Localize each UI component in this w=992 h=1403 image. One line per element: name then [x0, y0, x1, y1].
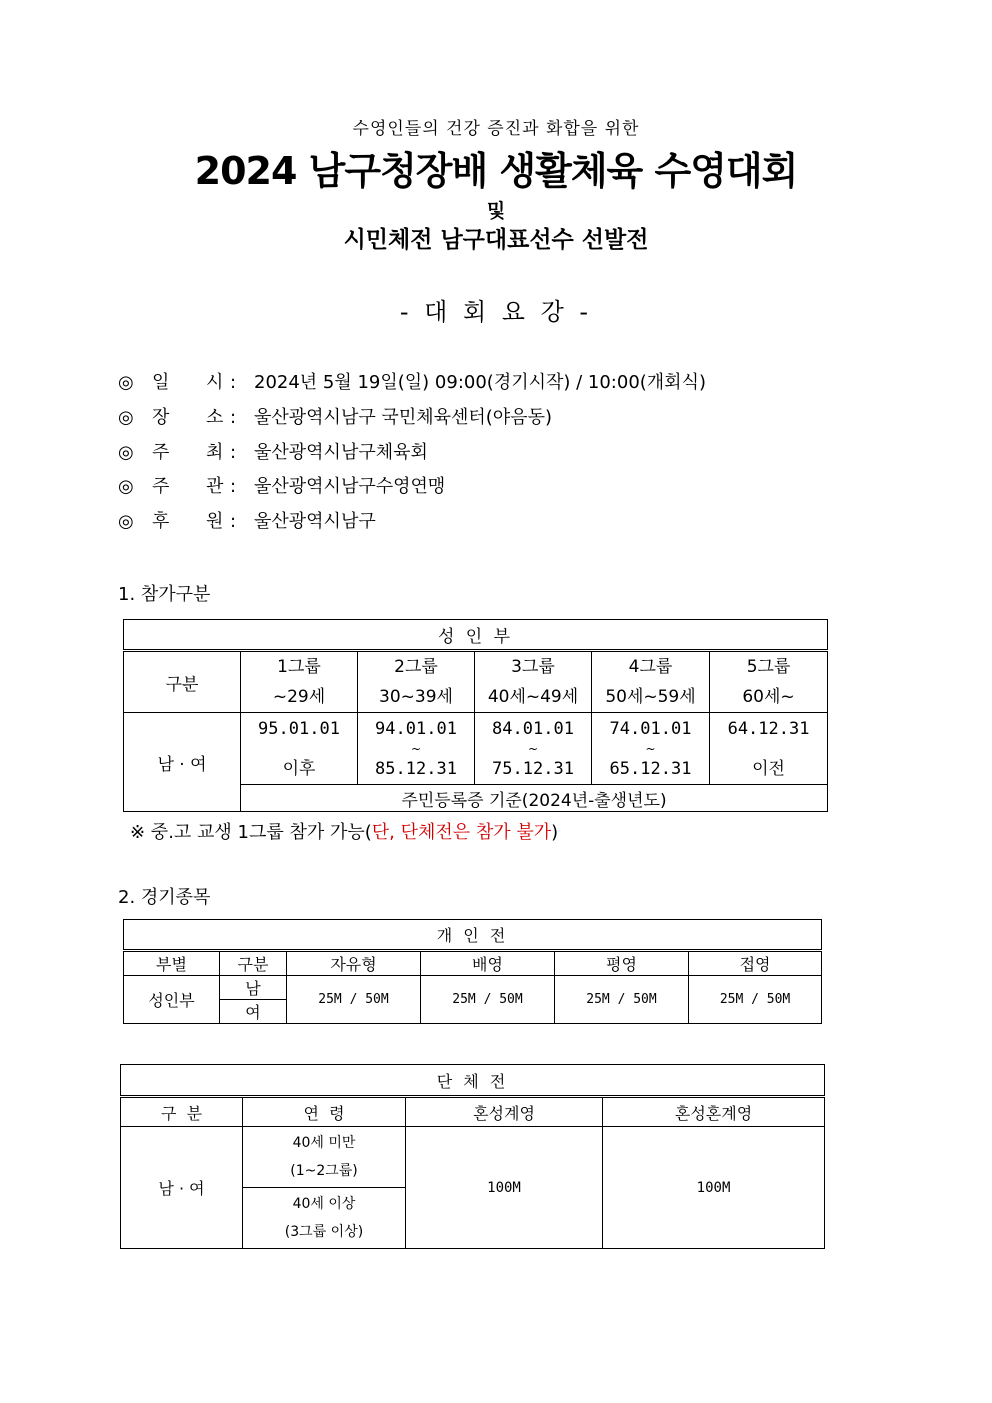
relay-distance: 100M: [406, 1127, 603, 1249]
column-header: 혼성계영: [406, 1097, 603, 1127]
column-header: 연 령: [243, 1097, 406, 1127]
group-name: 3그룹: [511, 657, 555, 677]
double-circle-icon: ◎: [118, 442, 134, 463]
info-value: 울산광역시남구: [254, 511, 376, 532]
birth-range-cell: [475, 713, 592, 785]
info-line-organizer: [118, 472, 445, 502]
birth-basis: 주민등록증 기준(2024년-출생년도): [241, 785, 828, 812]
page-subtitle: 시민체전 남구대표선수 선발전: [343, 227, 649, 253]
info-value: 울산광역시남구수영연맹: [254, 476, 446, 497]
distance-cell: 25M / 50M: [287, 976, 421, 1024]
age-line: (1~2그룹): [290, 1163, 358, 1179]
birth-tilde: ~: [645, 741, 656, 756]
participation-table: [123, 619, 828, 812]
group-cell: [241, 651, 358, 713]
birth-to: 65.12.31: [609, 758, 692, 779]
column-header: 혼성혼계영: [603, 1097, 825, 1127]
title-conjunction: 및: [486, 200, 506, 222]
info-key: 주: [152, 442, 170, 463]
birth-from: 94.01.01: [375, 718, 457, 739]
division-cell: 성인부: [124, 976, 220, 1024]
info-key: 주: [152, 476, 170, 497]
info-key: 시: [206, 372, 224, 393]
group-name: 2그룹: [394, 657, 438, 677]
info-line-host: [118, 438, 428, 468]
column-header: 부별: [124, 951, 220, 976]
age-line: 40세 이상: [292, 1196, 356, 1212]
birth-from: 95.01.01: [258, 718, 340, 739]
info-key: 후: [152, 511, 170, 532]
group-age: ~29세: [272, 687, 326, 707]
info-value: 울산광역시남구체육회: [254, 442, 428, 463]
info-line-venue: [118, 403, 552, 433]
age-line: 40세 미만: [292, 1135, 356, 1151]
gender-cell: 남 · 여: [121, 1127, 243, 1249]
birth-to: 75.12.31: [492, 758, 574, 779]
medley-distance: 100M: [603, 1127, 825, 1249]
double-circle-icon: ◎: [118, 407, 134, 428]
column-header: 구분: [220, 951, 287, 976]
birth-range-cell: [592, 713, 710, 785]
pre-title: 수영인들의 건강 증진과 화합을 위한: [352, 119, 640, 139]
page-title: 2024 남구청장배 생활체육 수영대회: [194, 149, 798, 193]
age-line: (3그룹 이상): [284, 1224, 364, 1240]
group-name: 5그룹: [746, 657, 791, 677]
birth-from: 84.01.01: [492, 718, 574, 739]
table-title: 단 체 전: [121, 1065, 825, 1097]
birth-to: 이후: [282, 758, 316, 779]
column-header: 자유형: [287, 951, 421, 976]
birth-from: 74.01.01: [609, 718, 692, 739]
group-cell: [592, 651, 710, 713]
section-title-participation: 1. 참가구분: [118, 584, 211, 605]
info-key: 관: [206, 476, 224, 497]
age-cell: [243, 1188, 406, 1249]
gender-cell: 여: [220, 1000, 287, 1024]
table-title: 성 인 부: [124, 620, 828, 651]
birth-tilde: [241, 742, 357, 756]
note-text: ※ 중.고 교생 1그룹 참가 가능(: [130, 822, 372, 843]
distance-cell: 25M / 50M: [555, 976, 689, 1024]
double-circle-icon: ◎: [118, 372, 134, 393]
column-header: 배영: [421, 951, 555, 976]
info-colon: :: [230, 442, 237, 463]
birth-to: 이전: [752, 758, 785, 779]
gender-cell: 남: [220, 976, 287, 1000]
group-age: 30~39세: [379, 687, 453, 707]
info-key: 일: [152, 372, 170, 393]
age-cell: [243, 1127, 406, 1188]
group-name: 1그룹: [277, 657, 321, 677]
info-colon: :: [230, 476, 237, 497]
group-name: 4그룹: [628, 657, 673, 677]
birth-to: 85.12.31: [375, 758, 457, 779]
note-text: ): [551, 822, 559, 843]
group-age: 50세~59세: [605, 687, 696, 707]
info-key: 원: [206, 511, 224, 532]
group-cell: [710, 651, 828, 713]
participation-note: [130, 818, 558, 844]
info-line-date: [118, 368, 706, 398]
row-label-gender: 남 · 여: [124, 713, 241, 812]
info-colon: :: [230, 407, 237, 428]
section-title-events: 2. 경기종목: [118, 887, 211, 908]
section-heading-guide: - 대 회 요 강 -: [399, 298, 593, 326]
row-label-group: 구분: [124, 651, 241, 713]
birth-range-cell: [241, 713, 358, 785]
distance-cell: 25M / 50M: [421, 976, 555, 1024]
team-events-table: [120, 1064, 825, 1249]
birth-tilde: ~: [527, 741, 539, 756]
double-circle-icon: ◎: [118, 511, 134, 532]
group-age: 40세~49세: [487, 687, 579, 707]
info-key: 장: [152, 407, 170, 428]
column-header: 구 분: [121, 1097, 243, 1127]
info-colon: :: [230, 511, 237, 532]
column-header: 접영: [689, 951, 822, 976]
info-value: 2024년 5월 19일(일) 09:00(경기시작) / 10:00(개회식): [254, 372, 706, 393]
birth-range-cell: [710, 713, 828, 785]
info-key: 최: [206, 442, 224, 463]
info-colon: :: [230, 372, 237, 393]
table-title: 개 인 전: [124, 920, 822, 951]
birth-tilde: [710, 742, 827, 756]
individual-events-table: [123, 919, 822, 1024]
birth-tilde: ~: [410, 741, 422, 756]
group-cell: [358, 651, 475, 713]
birth-from: 64.12.31: [727, 718, 810, 739]
group-cell: [475, 651, 592, 713]
group-age: 60세~: [742, 687, 795, 707]
column-header: 평영: [555, 951, 689, 976]
double-circle-icon: ◎: [118, 476, 134, 497]
info-key: 소: [206, 407, 224, 428]
note-warning: 단, 단체전은 참가 불가: [371, 822, 552, 843]
birth-range-cell: [358, 713, 475, 785]
info-value: 울산광역시남구 국민체육센터(야음동): [254, 407, 552, 428]
info-line-sponsor: [118, 507, 376, 537]
distance-cell: 25M / 50M: [689, 976, 822, 1024]
